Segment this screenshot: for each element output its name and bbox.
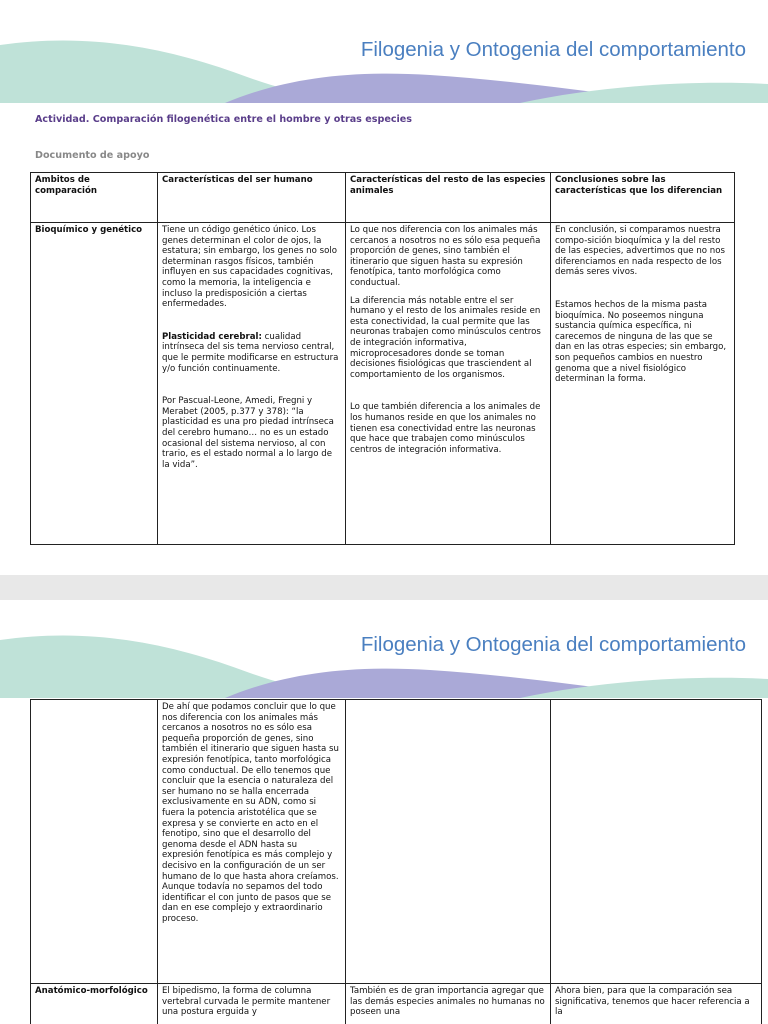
header-title: Filogenia y Ontogenia del comportamiento: [360, 38, 746, 61]
animals-paragraph-1: Lo que nos diferencia con los animales más cercanos a nosotros no es sólo esa pequeña proporción de genes, sino también el itinerario que siguen hasta su expresión fenotípica, tanto morfológica como conductual.: [350, 225, 541, 288]
cell-human-continuation: [158, 700, 346, 984]
conclusion-anatomico-text: Ahora bien, para que la comparación sea significativa, tenemos que hacer referencia a la: [555, 986, 750, 1018]
human-paragraph-1: Tiene un código genético único. Los genes determinan el color de ojos, la estatura; sin embargo, los genes no solo determinan rasgos físicos, también influyen en sus capacidades cognitivas, como la memoria, la inteligencia e incluso la predisposición a ciertas enfermedades.: [162, 225, 337, 310]
document-page-2: [0, 600, 768, 1024]
page-header-banner: [0, 600, 768, 710]
cell-animals-anatomico: [346, 984, 551, 1024]
human-paragraph-3: Por Pascual-Leone, Amedi, Fregni y Merabet (2005, p.377 y 378): “la plasticidad es una pro piedad intrínseca del cerebro humano… no es un estado ocasional del sistema nervioso, al con trario, es el estado normal a lo largo de la vida”.: [162, 396, 334, 470]
cell-conclusion-anatomico: [551, 984, 762, 1024]
header-animals: Características del resto de las especies animales: [346, 173, 551, 223]
header-human: Características del ser humano: [158, 173, 346, 223]
cell-conclusion-continuation: [551, 700, 762, 984]
animals-paragraph-2: La diferencia más notable entre el ser humano y el resto de los animales reside en esta conectividad, la cual permite que las neuronas trabajen como minúsculos centros de integración informativa, microprocesadores donde se toman decisiones fisiológicas que trasciendent al comportamiento de los organismos.: [350, 295, 541, 380]
conclusion-paragraph-1: En conclusión, si comparamos nuestra compo-sición bioquímica y la del resto de las especies, advertimos que no nos diferenciamos en nada respecto de los demás seres vivos.: [555, 225, 725, 278]
activity-title: Actividad. Comparación filogenética entre el hombre y otras especies: [35, 114, 413, 125]
table-row: [31, 700, 762, 984]
cell-conclusion-bioquimico: [551, 223, 735, 545]
comparison-table: [30, 172, 735, 545]
table-row: [31, 223, 735, 545]
row-label-bioquimico: Bioquímico y genético: [31, 223, 158, 545]
cell-human-bioquimico: [158, 223, 346, 545]
human-anatomico-text: El bipedismo, la forma de columna vertebral curvada le permite mantener una postura erguida y: [162, 986, 331, 1018]
header-conclusions: Conclusiones sobre las características que los diferencian: [551, 173, 735, 223]
header-title: Filogenia y Ontogenia del comportamiento: [360, 633, 746, 656]
cell-animals-continuation: [346, 700, 551, 984]
plasticity-definition: cualidad intrínseca del sis tema nervioso central, que le permite modificarse en estructura y/o función continuamente.: [162, 331, 339, 374]
conclusion-paragraph-2: Estamos hechos de la misma pasta bioquímica. No poseemos ninguna sustancia química específica, ni carecemos de ninguna de las que se dan en las otras especies; sin embargo, son pequeños cambios en nuestro genoma que a nivel fisiológico determinan la forma.: [555, 299, 727, 385]
plasticity-term: Plasticidad cerebral:: [162, 331, 262, 342]
animals-paragraph-3: Lo que también diferencia a los animales de los humanos reside en que los animales no tienen esa conectividad entre las neuronas que hace que trabajen como minúsculos centros de integración informativa.: [350, 402, 541, 455]
row-label-anatomico: Anatómico-morfológico: [31, 984, 158, 1024]
cell-human-anatomico: [158, 984, 346, 1024]
page-header-banner: [0, 0, 768, 110]
header-ambitos: Ambitos de comparación: [31, 173, 158, 223]
table-row: [31, 984, 762, 1024]
comparison-table-continued: [30, 699, 762, 1024]
cell-animals-bioquimico: [346, 223, 551, 545]
animals-anatomico-text: También es de gran importancia agregar que las demás especies animales no humanas no poseen una: [350, 986, 545, 1018]
table-header-row: [31, 173, 735, 223]
human-continuation-text: De ahí que podamos concluir que lo que nos diferencia con los animales más cercanos a nosotros no es sólo esa pequeña proporción de genes, sino también el itinerario que siguen hasta su expresión fenotípica, tanto morfológica como conductual. De ello tenemos que concluir que la esencia o naturaleza del ser humano no se halla encerrada exclusivamente en su ADN, como si fuera la potencia aristotélica que se expresa y se convierte en acto en el fenotipo, sino que el desarrollo del genoma desde el ADN hasta su expresión fenotípica es más complejo y decisivo en la configuración de un ser humano de lo que hasta ahora creíamos. Aunque todavía no sepamos del todo identificar el con junto de pasos que se dan en ese complejo y extraordinario proceso.: [162, 702, 339, 924]
row-label-empty: [31, 700, 158, 984]
support-document-label: Documento de apoyo: [35, 150, 150, 161]
human-paragraph-2: [162, 332, 341, 374]
